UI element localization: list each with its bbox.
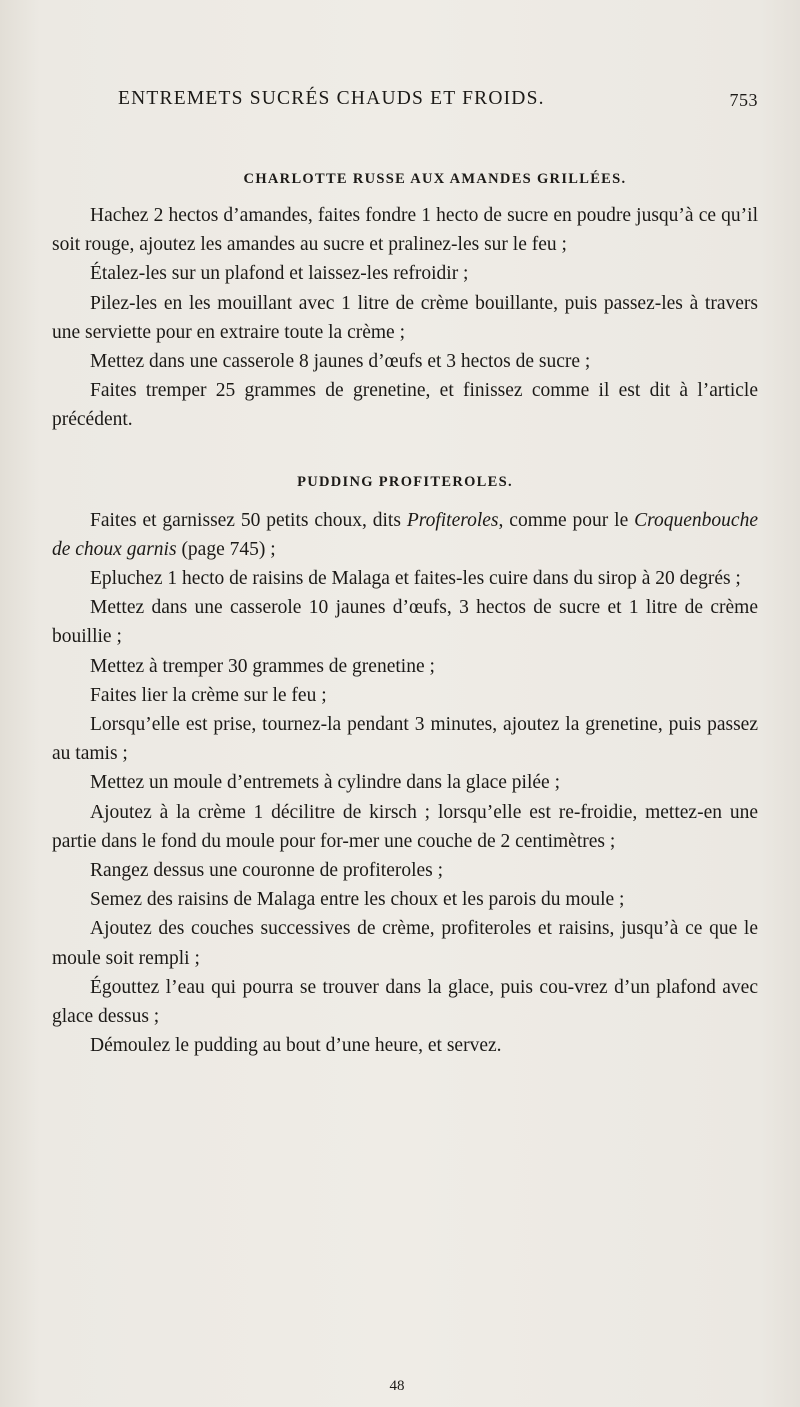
running-title: ENTREMETS SUCRÉS CHAUDS ET FROIDS. [118,88,545,109]
paragraph: Faites tremper 25 grammes de grenetine, et finissez comme il est dit à l’article précédent. [52,380,758,431]
signature-mark [0,1378,800,1395]
intro-text: (page 745) ; [176,538,276,560]
paragraph: Ajoutez des couches successives de crème, profiteroles et raisins, jusqu’à ce que le moule soit rempli ; [52,918,758,969]
paragraph: Hachez 2 hectos d’amandes, faites fondre 1 hecto de sucre en poudre jusqu’à ce qu’il soit rouge, ajoutez les amandes au sucre et pralinez-les sur le feu ; [52,205,758,256]
paragraph: Faites lier la crème sur le feu ; [90,684,327,706]
recipe-body-pudding [52,506,758,1061]
recipe-body-charlotte [52,201,758,435]
paragraph: Rangez dessus une couronne de profiteroles ; [90,860,444,882]
paragraph: Étalez-les sur un plafond et laissez-les refroidir ; [90,263,469,285]
page-content [52,170,758,1060]
paragraph: Démoulez le pudding au bout d’une heure, et servez. [90,1035,502,1057]
paragraph: Pilez-les en les mouillant avec 1 litre de crème bouillante, puis passez-les à travers une serviette pour en extraire toute la crème ; [52,292,758,343]
paragraph: Mettez dans une casserole 8 jaunes d’œufs et 3 hectos de sucre ; [90,351,591,373]
paragraph: Égouttez l’eau qui pourra se trouver dans la glace, puis cou-vrez d’un plafond avec glace dessus ; [52,976,758,1028]
recipe-title-pudding: PUDDING PROFITEROLES. [297,473,513,490]
intro-text: , comme pour le [498,509,635,531]
paragraph: Semez des raisins de Malaga entre les choux et les parois du moule ; [90,889,625,911]
italic-term-profiteroles: Profiteroles [406,509,499,531]
paragraph: Lorsqu’elle est prise, tournez-la pendant 3 minutes, ajoutez la grenetine, puis passez au tamis ; [52,714,758,765]
paragraph: Epluchez 1 hecto de raisins de Malaga et faites-les cuire dans du sirop à 20 degrés ; [90,568,741,590]
recipe-title-charlotte: CHARLOTTE RUSSE AUX AMANDES GRILLÉES. [243,171,627,187]
paragraph-intro [52,506,758,564]
paragraph: Mettez un moule d’entremets à cylindre dans la glace pilée ; [90,772,560,794]
paragraph: Ajoutez à la crème 1 décilitre de kirsch ; lorsqu’elle est re-froidie, mettez-en une partie dans le fond du moule pour for-mer une couche de 2 centimètres ; [52,801,758,852]
paragraph: Mettez dans une casserole 10 jaunes d’œufs, 3 hectos de sucre et 1 litre de crème bouillie ; [52,597,758,648]
paragraph: Mettez à tremper 30 grammes de grenetine ; [90,655,435,677]
italic-term-croquenbouche: Croquenbouche de choux garnis [52,509,758,560]
page-number: 753 [729,90,758,110]
intro-text: Faites et garnissez 50 petits choux, dits [90,509,407,531]
signature-number: 48 [389,1378,405,1394]
